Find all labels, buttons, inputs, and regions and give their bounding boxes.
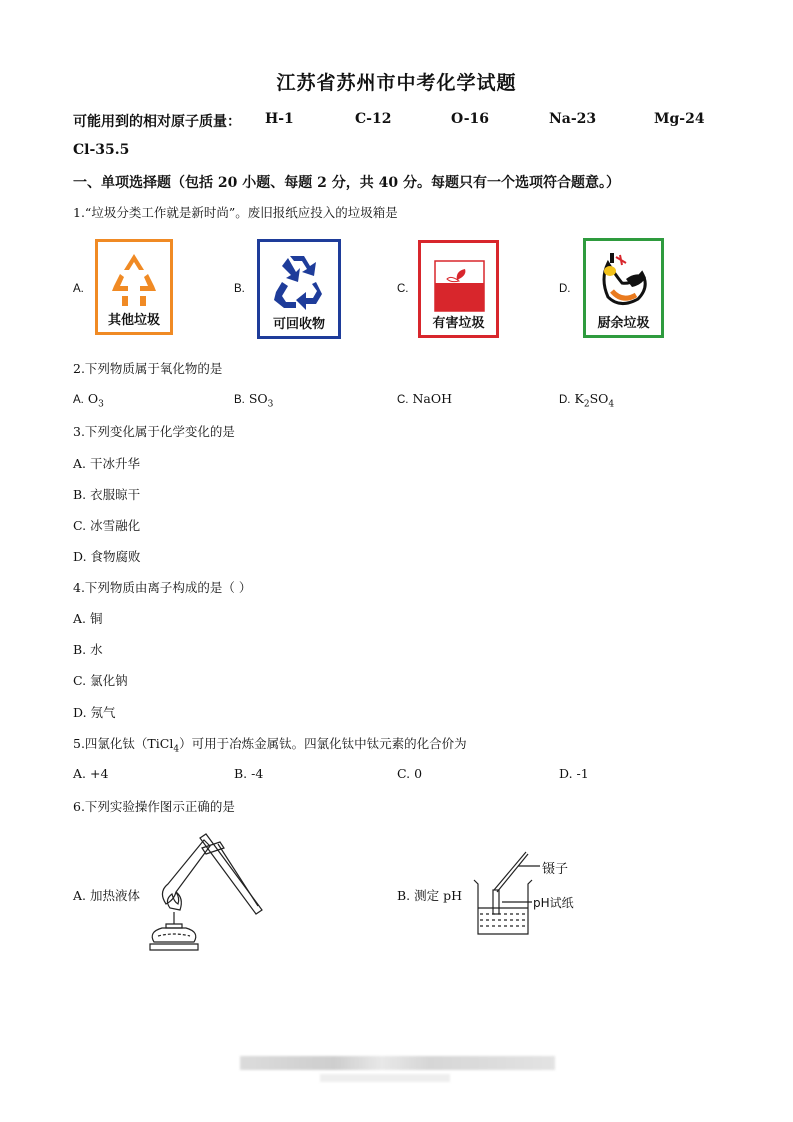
- q5-option-a: A. +4: [73, 766, 109, 781]
- ph-paper-label: pH试纸: [533, 896, 574, 910]
- question-5-stem: 5.四氯化钛（TiCl$_4$）可用于冶炼金属钛。四氯化钛中钛元素的化合价为: [73, 736, 467, 755]
- bin-caption: 有害垃圾: [432, 316, 485, 331]
- q5-option-d: D. -1: [559, 766, 589, 781]
- mass-na: Na-23: [549, 111, 597, 127]
- q4-option-c: C. 氯化钠: [73, 673, 128, 688]
- q5-option-c: C. 0: [397, 766, 423, 781]
- question-1-stem: 1.“垃圾分类工作就是新时尚”。废旧报纸应投入的垃圾箱是: [73, 205, 398, 220]
- bin-caption: 厨余垃圾: [597, 316, 650, 331]
- q1-bin-other: [95, 239, 173, 335]
- q2-option-a: A. $O_3$: [73, 391, 104, 410]
- footer-watermark-line: [320, 1074, 450, 1082]
- q5-option-b: B. -4: [234, 766, 264, 781]
- q3-option-c: C. 冰雪融化: [73, 518, 141, 533]
- q3-option-a: A. 干冰升华: [73, 456, 140, 471]
- other-waste-icon: [98, 244, 170, 314]
- q4-option-d: D. 氖气: [73, 705, 116, 720]
- q1-option-d-letter: D.: [559, 283, 571, 295]
- q2-option-c: C. NaOH: [397, 391, 453, 406]
- question-2-stem: 2.下列物质属于氧化物的是: [73, 361, 223, 376]
- q6-option-a: A. 加热液体: [73, 888, 140, 903]
- footer-watermark: [240, 1056, 555, 1070]
- q2-option-b: B. $SO_3$: [234, 391, 274, 410]
- q1-bin-hazardous: [418, 240, 499, 338]
- hazard-icon: [421, 245, 496, 317]
- q3-option-d: D. 食物腐败: [73, 549, 141, 564]
- bin-caption: 可回收物: [272, 317, 325, 332]
- q1-option-b-letter: B.: [234, 283, 245, 295]
- q1-option-a-letter: A.: [73, 283, 84, 295]
- bin-caption: 其他垃圾: [107, 313, 160, 328]
- mass-cl: Cl-35.5: [73, 142, 130, 158]
- question-3-stem: 3.下列变化属于化学变化的是: [73, 424, 235, 439]
- q4-option-a: A. 铜: [73, 611, 103, 626]
- q6-option-b: B. 测定 pH: [397, 888, 463, 903]
- q1-option-c-letter: C.: [397, 283, 409, 295]
- mass-c: C-12: [355, 111, 392, 127]
- atomic-mass-label: 可能用到的相对原子质量：: [73, 114, 241, 130]
- q1-bin-food: [583, 238, 664, 338]
- mass-h: H-1: [265, 111, 294, 127]
- q1-bin-recyclable: [257, 239, 341, 339]
- q3-option-b: B. 衣服晾干: [73, 487, 141, 502]
- tweezers-label: 镊子: [542, 862, 569, 877]
- q2-option-d: D. $K_2SO_4$: [559, 391, 615, 410]
- q4-option-b: B. 水: [73, 642, 103, 657]
- question-6-stem: 6.下列实验操作图示正确的是: [73, 799, 235, 814]
- food-waste-icon: [586, 243, 661, 317]
- mass-mg: Mg-24: [654, 111, 705, 127]
- recycle-icon: [260, 244, 338, 316]
- heating-liquid-illustration: [140, 832, 270, 954]
- question-4-stem: 4.下列物质由离子构成的是（ ）: [73, 580, 252, 595]
- page-title: 江苏省苏州市中考化学试题: [276, 72, 517, 94]
- section-heading: 一、单项选择题（包括 20 小题、每题 2 分，共 40 分。每题只有一个选项符合题意。）: [73, 175, 620, 191]
- mass-o: O-16: [451, 111, 490, 127]
